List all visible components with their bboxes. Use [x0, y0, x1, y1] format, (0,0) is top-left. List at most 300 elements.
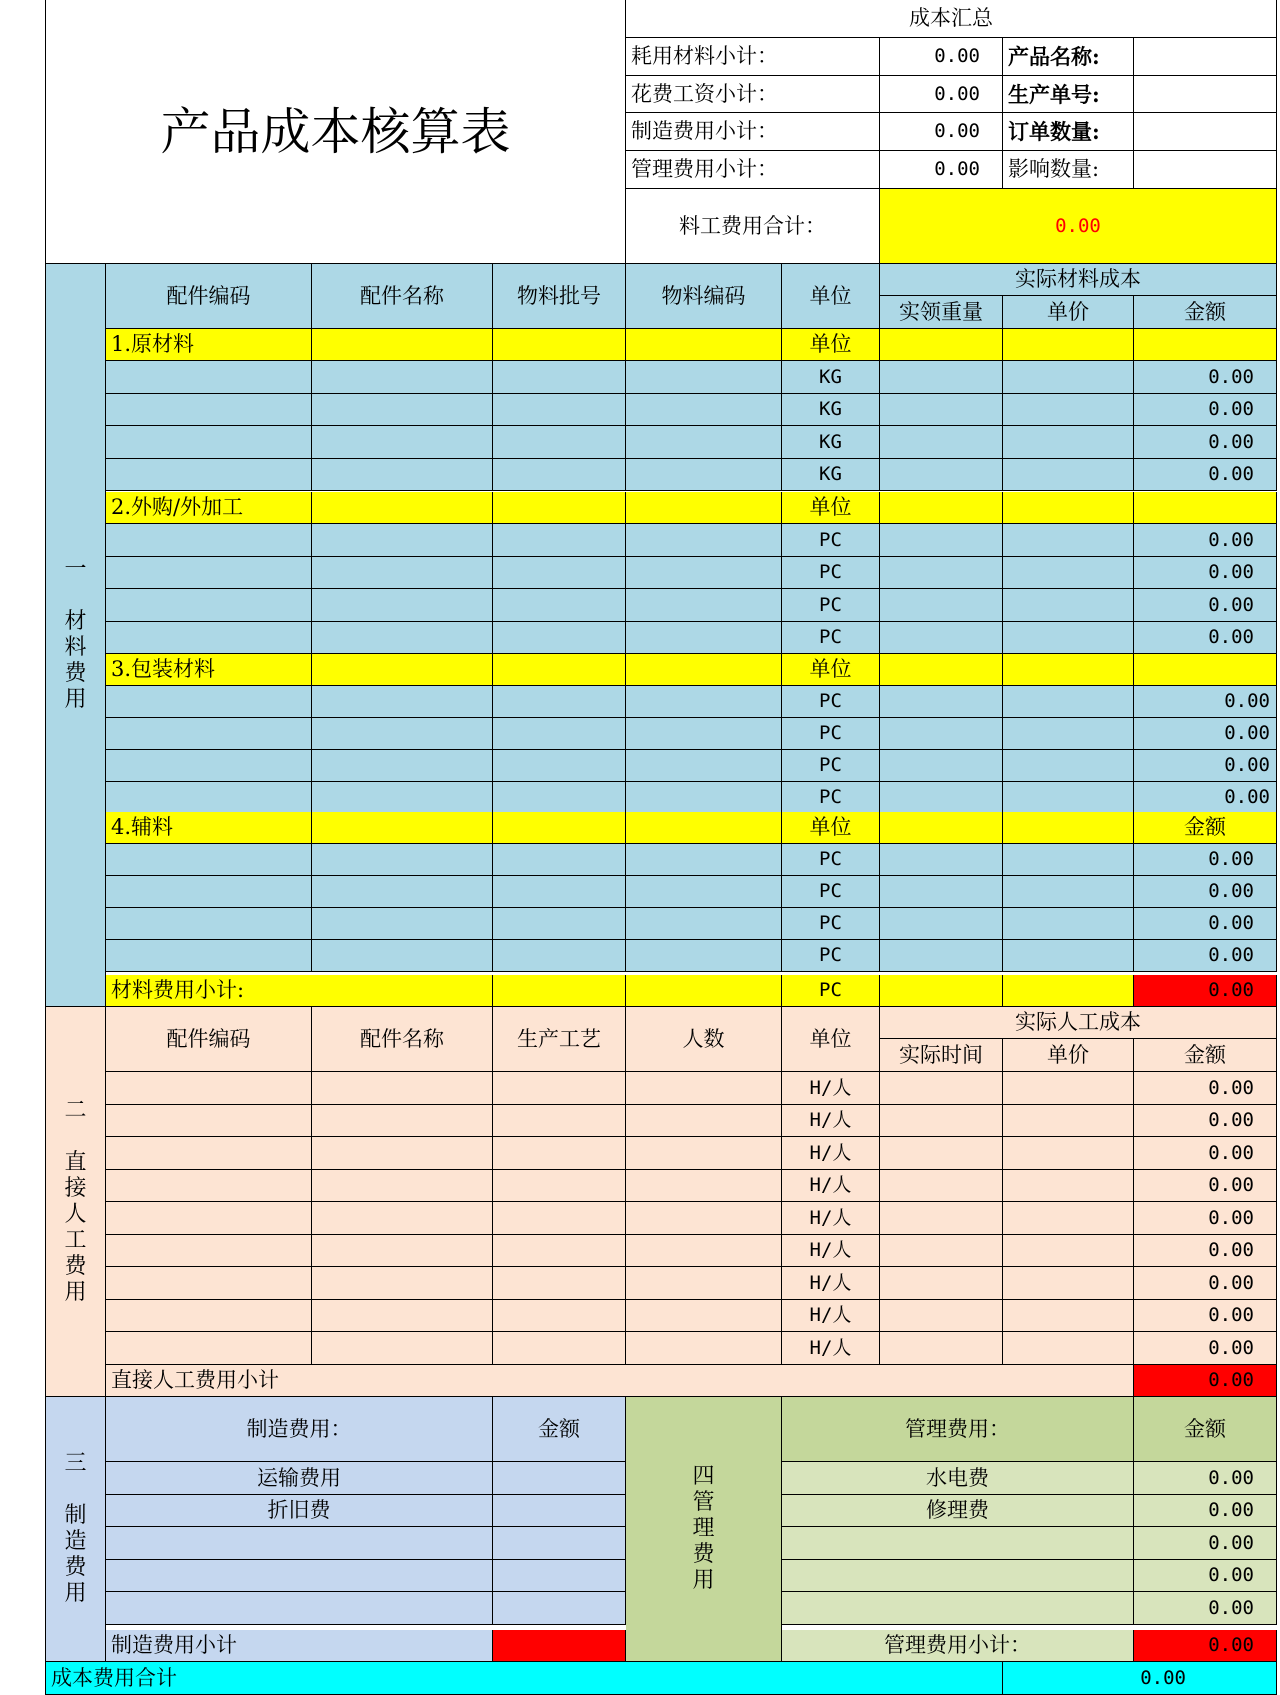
cell	[880, 329, 1003, 361]
labor-input-cell[interactable]	[106, 1072, 312, 1105]
manufacturing-amount[interactable]	[493, 1560, 626, 1592]
labor-subtotal-label: 直接人工费用小计	[106, 1365, 1134, 1397]
material-input-cell[interactable]	[626, 940, 782, 972]
labor-input-cell[interactable]	[493, 1235, 626, 1267]
labor-amount: 0.00	[1134, 1072, 1277, 1105]
material-input-cell[interactable]	[106, 718, 312, 750]
material-unit: KG	[782, 426, 880, 459]
labor-input-cell[interactable]	[626, 1202, 782, 1235]
labor-input-cell[interactable]	[312, 1137, 493, 1170]
material-price-cell[interactable]	[1003, 718, 1134, 750]
material-input-cell[interactable]	[626, 876, 782, 908]
material-input-cell[interactable]	[493, 524, 626, 557]
labor-input-cell[interactable]	[626, 1332, 782, 1365]
material-input-cell[interactable]	[312, 876, 493, 908]
labor-input-cell[interactable]	[106, 1300, 312, 1332]
material-input-cell[interactable]	[312, 782, 493, 814]
material-group-unit-label: 单位	[782, 812, 880, 844]
material-amount: 0.00	[1134, 718, 1277, 750]
section-label-char: 费	[64, 661, 87, 686]
material-sub-header: 实领重量	[880, 296, 1003, 329]
material-input-cell[interactable]	[626, 394, 782, 426]
management-item[interactable]: 水电费	[782, 1462, 1134, 1495]
manufacturing-item[interactable]	[106, 1592, 493, 1625]
labor-input-cell[interactable]	[106, 1267, 312, 1300]
material-price-cell[interactable]	[1003, 908, 1134, 940]
material-input-cell[interactable]	[106, 426, 312, 459]
material-input-cell[interactable]	[626, 750, 782, 782]
material-unit: PC	[782, 782, 880, 814]
labor-unit: H/人	[782, 1137, 880, 1170]
section-label-char: 用	[692, 1568, 715, 1593]
manufacturing-item[interactable]: 运输费用	[106, 1462, 493, 1495]
material-group-unit-label: 单位	[782, 654, 880, 686]
material-group-amount-label	[1134, 654, 1277, 686]
material-input-cell[interactable]	[493, 782, 626, 814]
section-label-char: 材	[64, 609, 87, 634]
material-input-cell[interactable]	[626, 782, 782, 814]
material-input-cell[interactable]	[626, 524, 782, 557]
labor-input-cell[interactable]	[312, 1170, 493, 1202]
material-input-cell[interactable]	[312, 589, 493, 622]
section-label-char: 工	[64, 1227, 87, 1253]
summary-label: 耗用材料小计：	[626, 38, 880, 76]
labor-input-cell[interactable]	[493, 1170, 626, 1202]
material-input-cell[interactable]	[626, 718, 782, 750]
material-input-cell[interactable]	[626, 844, 782, 876]
material-input-cell[interactable]	[312, 557, 493, 589]
summary-field-input[interactable]	[1134, 151, 1277, 189]
material-input-cell[interactable]	[312, 750, 493, 782]
labor-time-cell[interactable]	[880, 1267, 1003, 1300]
material-input-cell[interactable]	[106, 908, 312, 940]
material-input-cell[interactable]	[106, 394, 312, 426]
labor-unit: H/人	[782, 1072, 880, 1105]
cell	[880, 654, 1003, 686]
summary-field-label: 产品名称:	[1003, 38, 1134, 76]
material-unit: PC	[782, 524, 880, 557]
material-price-cell[interactable]	[1003, 361, 1134, 394]
section-label-char: 接	[64, 1175, 87, 1201]
material-input-cell[interactable]	[493, 876, 626, 908]
section-management-label	[626, 1397, 782, 1662]
manufacturing-amount-header: 金额	[493, 1397, 626, 1462]
labor-sub-header: 单价	[1003, 1039, 1134, 1072]
labor-input-cell[interactable]	[626, 1267, 782, 1300]
labor-input-cell[interactable]	[312, 1072, 493, 1105]
labor-time-cell[interactable]	[880, 1235, 1003, 1267]
labor-price-cell[interactable]	[1003, 1202, 1134, 1235]
section-manufacturing-label	[46, 1397, 106, 1662]
material-input-cell[interactable]	[312, 908, 493, 940]
material-input-cell[interactable]	[493, 459, 626, 491]
material-input-cell[interactable]	[106, 557, 312, 589]
material-group-amount-label	[1134, 329, 1277, 361]
material-input-cell[interactable]	[106, 876, 312, 908]
labor-amount: 0.00	[1134, 1170, 1277, 1202]
material-group-amount-label: 金额	[1134, 812, 1277, 844]
material-price-cell[interactable]	[1003, 622, 1134, 654]
section-label-char: 用	[64, 1581, 87, 1606]
material-unit: KG	[782, 361, 880, 394]
material-input-cell[interactable]	[106, 844, 312, 876]
labor-price-cell[interactable]	[1003, 1332, 1134, 1365]
material-unit: PC	[782, 589, 880, 622]
material-group-amount-label	[1134, 492, 1277, 524]
labor-input-cell[interactable]	[106, 1235, 312, 1267]
material-sub-header: 单价	[1003, 296, 1134, 329]
material-input-cell[interactable]	[312, 686, 493, 718]
total-label: 料工费用合计：	[626, 189, 880, 264]
summary-field-input[interactable]	[1134, 38, 1277, 76]
material-amount: 0.00	[1134, 750, 1277, 782]
labor-input-cell[interactable]	[312, 1332, 493, 1365]
section-label-char: 四	[692, 1464, 715, 1489]
cell	[493, 654, 626, 686]
material-price-cell[interactable]	[1003, 557, 1134, 589]
management-amount-header: 金额	[1134, 1397, 1277, 1462]
cell	[880, 812, 1003, 844]
labor-input-cell[interactable]	[493, 1267, 626, 1300]
material-input-cell[interactable]	[626, 908, 782, 940]
cell	[626, 329, 782, 361]
section-label-char: 三	[64, 1451, 87, 1476]
labor-price-cell[interactable]	[1003, 1300, 1134, 1332]
material-input-cell[interactable]	[493, 844, 626, 876]
material-price-cell[interactable]	[1003, 459, 1134, 491]
labor-input-cell[interactable]	[312, 1105, 493, 1137]
labor-input-cell[interactable]	[626, 1235, 782, 1267]
labor-time-cell[interactable]	[880, 1332, 1003, 1365]
management-header: 管理费用：	[782, 1397, 1134, 1462]
manufacturing-amount[interactable]	[493, 1495, 626, 1527]
section-label-char: 一	[64, 557, 87, 582]
material-input-cell[interactable]	[106, 524, 312, 557]
section-label-char: 理	[692, 1516, 715, 1541]
summary-field-label: 生产单号:	[1003, 76, 1134, 113]
material-price-cell[interactable]	[1003, 426, 1134, 459]
material-group-label: 2.外购/外加工	[106, 492, 312, 524]
material-input-cell[interactable]	[312, 459, 493, 491]
manufacturing-amount[interactable]	[493, 1462, 626, 1495]
labor-sub-header: 实际时间	[880, 1039, 1003, 1072]
material-amount: 0.00	[1134, 622, 1277, 654]
labor-column-header: 生产工艺	[493, 1007, 626, 1072]
cell	[626, 654, 782, 686]
material-input-cell[interactable]	[493, 940, 626, 972]
section-label-char: 料	[64, 635, 87, 660]
material-unit: PC	[782, 686, 880, 718]
material-subtotal-value: 0.00	[1134, 975, 1277, 1007]
material-group-unit-label: 单位	[782, 329, 880, 361]
labor-unit: H/人	[782, 1300, 880, 1332]
material-price-cell[interactable]	[1003, 394, 1134, 426]
labor-time-cell[interactable]	[880, 1300, 1003, 1332]
labor-amount: 0.00	[1134, 1332, 1277, 1365]
material-weight-cell[interactable]	[880, 908, 1003, 940]
labor-input-cell[interactable]	[106, 1137, 312, 1170]
material-sub-header: 金额	[1134, 296, 1277, 329]
labor-input-cell[interactable]	[626, 1072, 782, 1105]
material-weight-cell[interactable]	[880, 782, 1003, 814]
material-input-cell[interactable]	[106, 750, 312, 782]
labor-input-cell[interactable]	[493, 1300, 626, 1332]
material-input-cell[interactable]	[493, 394, 626, 426]
material-unit: PC	[782, 940, 880, 972]
material-input-cell[interactable]	[312, 394, 493, 426]
material-unit: PC	[782, 622, 880, 654]
manufacturing-amount[interactable]	[493, 1527, 626, 1560]
material-amount: 0.00	[1134, 459, 1277, 491]
material-column-header: 配件名称	[312, 264, 493, 329]
material-input-cell[interactable]	[312, 622, 493, 654]
material-weight-cell[interactable]	[880, 750, 1003, 782]
section-label-char: 二	[64, 1097, 87, 1123]
material-input-cell[interactable]	[106, 361, 312, 394]
labor-group-header: 实际人工成本	[880, 1007, 1277, 1039]
material-input-cell[interactable]	[106, 782, 312, 814]
material-price-cell[interactable]	[1003, 686, 1134, 718]
manufacturing-amount[interactable]	[493, 1592, 626, 1625]
material-weight-cell[interactable]	[880, 718, 1003, 750]
material-price-cell[interactable]	[1003, 589, 1134, 622]
management-amount: 0.00	[1134, 1527, 1277, 1560]
labor-amount: 0.00	[1134, 1137, 1277, 1170]
material-input-cell[interactable]	[312, 426, 493, 459]
material-column-header: 配件编码	[106, 264, 312, 329]
material-price-cell[interactable]	[1003, 524, 1134, 557]
labor-time-cell[interactable]	[880, 1072, 1003, 1105]
management-amount: 0.00	[1134, 1462, 1277, 1495]
labor-column-header: 人数	[626, 1007, 782, 1072]
material-input-cell[interactable]	[493, 589, 626, 622]
material-unit: PC	[782, 557, 880, 589]
management-subtotal-label: 管理费用小计：	[782, 1630, 1134, 1662]
material-unit: PC	[782, 750, 880, 782]
material-price-cell[interactable]	[1003, 782, 1134, 814]
material-input-cell[interactable]	[312, 718, 493, 750]
material-group-label: 3.包装材料	[106, 654, 312, 686]
labor-input-cell[interactable]	[106, 1170, 312, 1202]
labor-input-cell[interactable]	[312, 1300, 493, 1332]
labor-input-cell[interactable]	[626, 1105, 782, 1137]
grand-total-label: 成本费用合计	[46, 1662, 1003, 1695]
material-input-cell[interactable]	[312, 524, 493, 557]
labor-column-header: 配件编码	[106, 1007, 312, 1072]
material-input-cell[interactable]	[312, 844, 493, 876]
material-input-cell[interactable]	[626, 426, 782, 459]
material-input-cell[interactable]	[312, 940, 493, 972]
labor-price-cell[interactable]	[1003, 1137, 1134, 1170]
material-input-cell[interactable]	[493, 686, 626, 718]
labor-input-cell[interactable]	[493, 1137, 626, 1170]
material-weight-cell[interactable]	[880, 940, 1003, 972]
management-item[interactable]	[782, 1592, 1134, 1625]
material-price-cell[interactable]	[1003, 876, 1134, 908]
management-item[interactable]	[782, 1527, 1134, 1560]
labor-sub-header: 金额	[1134, 1039, 1277, 1072]
material-amount: 0.00	[1134, 426, 1277, 459]
manufacturing-item[interactable]	[106, 1527, 493, 1560]
labor-price-cell[interactable]	[1003, 1170, 1134, 1202]
material-group-header: 实际材料成本	[880, 264, 1277, 296]
manufacturing-item[interactable]	[106, 1560, 493, 1592]
section-label-char: 用	[64, 687, 87, 712]
total-value: 0.00	[880, 189, 1277, 264]
labor-unit: H/人	[782, 1235, 880, 1267]
material-unit: KG	[782, 459, 880, 491]
material-group-label: 1.原材料	[106, 329, 312, 361]
cell	[493, 812, 626, 844]
material-input-cell[interactable]	[106, 589, 312, 622]
material-weight-cell[interactable]	[880, 361, 1003, 394]
material-unit: PC	[782, 908, 880, 940]
summary-heading: 成本汇总	[626, 0, 1277, 38]
summary-field-input[interactable]	[1134, 76, 1277, 113]
material-amount: 0.00	[1134, 844, 1277, 876]
management-item[interactable]	[782, 1560, 1134, 1592]
labor-unit: H/人	[782, 1202, 880, 1235]
material-unit: PC	[782, 718, 880, 750]
section-material-label	[46, 264, 106, 1007]
management-amount: 0.00	[1134, 1495, 1277, 1527]
material-input-cell[interactable]	[106, 459, 312, 491]
cell	[1003, 975, 1134, 1007]
material-input-cell[interactable]	[626, 361, 782, 394]
material-weight-cell[interactable]	[880, 426, 1003, 459]
labor-column-header: 配件名称	[312, 1007, 493, 1072]
labor-input-cell[interactable]	[493, 1105, 626, 1137]
cell	[1003, 329, 1134, 361]
section-label-char: 直	[64, 1149, 87, 1175]
cell	[312, 654, 493, 686]
section-label-char: 费	[64, 1253, 87, 1279]
labor-input-cell[interactable]	[312, 1267, 493, 1300]
cell	[312, 329, 493, 361]
summary-label: 花费工资小计：	[626, 76, 880, 113]
material-unit: PC	[782, 876, 880, 908]
material-input-cell[interactable]	[626, 686, 782, 718]
labor-input-cell[interactable]	[626, 1170, 782, 1202]
summary-field-input[interactable]	[1134, 113, 1277, 151]
material-input-cell[interactable]	[312, 361, 493, 394]
material-weight-cell[interactable]	[880, 524, 1003, 557]
cell	[493, 492, 626, 524]
manufacturing-header: 制造费用：	[106, 1397, 493, 1462]
material-input-cell[interactable]	[493, 557, 626, 589]
labor-amount: 0.00	[1134, 1105, 1277, 1137]
material-amount: 0.00	[1134, 394, 1277, 426]
material-amount: 0.00	[1134, 782, 1277, 814]
material-input-cell[interactable]	[106, 686, 312, 718]
summary-field-label: 影响数量:	[1003, 151, 1134, 189]
material-input-cell[interactable]	[626, 557, 782, 589]
cell	[312, 492, 493, 524]
cell	[880, 492, 1003, 524]
management-item[interactable]: 修理费	[782, 1495, 1134, 1527]
material-weight-cell[interactable]	[880, 394, 1003, 426]
labor-input-cell[interactable]	[493, 1202, 626, 1235]
material-subtotal-label: 材料费用小计:	[106, 975, 493, 1007]
labor-time-cell[interactable]	[880, 1105, 1003, 1137]
labor-input-cell[interactable]	[106, 1332, 312, 1365]
material-weight-cell[interactable]	[880, 844, 1003, 876]
section-label-char: 人	[64, 1201, 87, 1227]
material-input-cell[interactable]	[106, 622, 312, 654]
section-label-char: 费	[64, 1555, 87, 1580]
cell	[1003, 812, 1134, 844]
material-input-cell[interactable]	[626, 589, 782, 622]
labor-input-cell[interactable]	[106, 1105, 312, 1137]
labor-price-cell[interactable]	[1003, 1105, 1134, 1137]
summary-value: 0.00	[880, 38, 1003, 76]
labor-time-cell[interactable]	[880, 1137, 1003, 1170]
labor-time-cell[interactable]	[880, 1202, 1003, 1235]
grand-total-value: 0.00	[1003, 1662, 1277, 1695]
cell	[626, 975, 782, 1007]
labor-price-cell[interactable]	[1003, 1072, 1134, 1105]
material-input-cell[interactable]	[106, 940, 312, 972]
summary-field-label: 订单数量:	[1003, 113, 1134, 151]
material-input-cell[interactable]	[493, 426, 626, 459]
material-weight-cell[interactable]	[880, 589, 1003, 622]
material-amount: 0.00	[1134, 557, 1277, 589]
material-input-cell[interactable]	[493, 750, 626, 782]
material-column-header: 单位	[782, 264, 880, 329]
cell	[1003, 492, 1134, 524]
material-price-cell[interactable]	[1003, 844, 1134, 876]
labor-price-cell[interactable]	[1003, 1235, 1134, 1267]
labor-input-cell[interactable]	[493, 1332, 626, 1365]
cell	[493, 329, 626, 361]
section-label-char: 造	[64, 1529, 87, 1554]
material-price-cell[interactable]	[1003, 750, 1134, 782]
material-input-cell[interactable]	[626, 459, 782, 491]
labor-input-cell[interactable]	[493, 1072, 626, 1105]
material-input-cell[interactable]	[493, 908, 626, 940]
labor-input-cell[interactable]	[312, 1202, 493, 1235]
material-price-cell[interactable]	[1003, 940, 1134, 972]
material-weight-cell[interactable]	[880, 876, 1003, 908]
labor-input-cell[interactable]	[626, 1137, 782, 1170]
labor-price-cell[interactable]	[1003, 1267, 1134, 1300]
material-group-unit-label: 单位	[782, 492, 880, 524]
material-input-cell[interactable]	[493, 622, 626, 654]
labor-unit: H/人	[782, 1105, 880, 1137]
labor-input-cell[interactable]	[312, 1235, 493, 1267]
material-weight-cell[interactable]	[880, 459, 1003, 491]
manufacturing-item[interactable]: 折旧费	[106, 1495, 493, 1527]
material-unit: PC	[782, 844, 880, 876]
section-label-char: 制	[64, 1503, 87, 1528]
material-weight-cell[interactable]	[880, 557, 1003, 589]
labor-input-cell[interactable]	[106, 1202, 312, 1235]
labor-unit: H/人	[782, 1267, 880, 1300]
labor-amount: 0.00	[1134, 1267, 1277, 1300]
management-amount: 0.00	[1134, 1560, 1277, 1592]
material-amount: 0.00	[1134, 686, 1277, 718]
manufacturing-subtotal-value	[493, 1630, 626, 1662]
labor-input-cell[interactable]	[626, 1300, 782, 1332]
material-amount: 0.00	[1134, 361, 1277, 394]
material-weight-cell[interactable]	[880, 622, 1003, 654]
labor-time-cell[interactable]	[880, 1170, 1003, 1202]
section-label-char: 用	[64, 1279, 87, 1305]
material-input-cell[interactable]	[493, 718, 626, 750]
material-input-cell[interactable]	[626, 622, 782, 654]
material-weight-cell[interactable]	[880, 686, 1003, 718]
material-input-cell[interactable]	[493, 361, 626, 394]
